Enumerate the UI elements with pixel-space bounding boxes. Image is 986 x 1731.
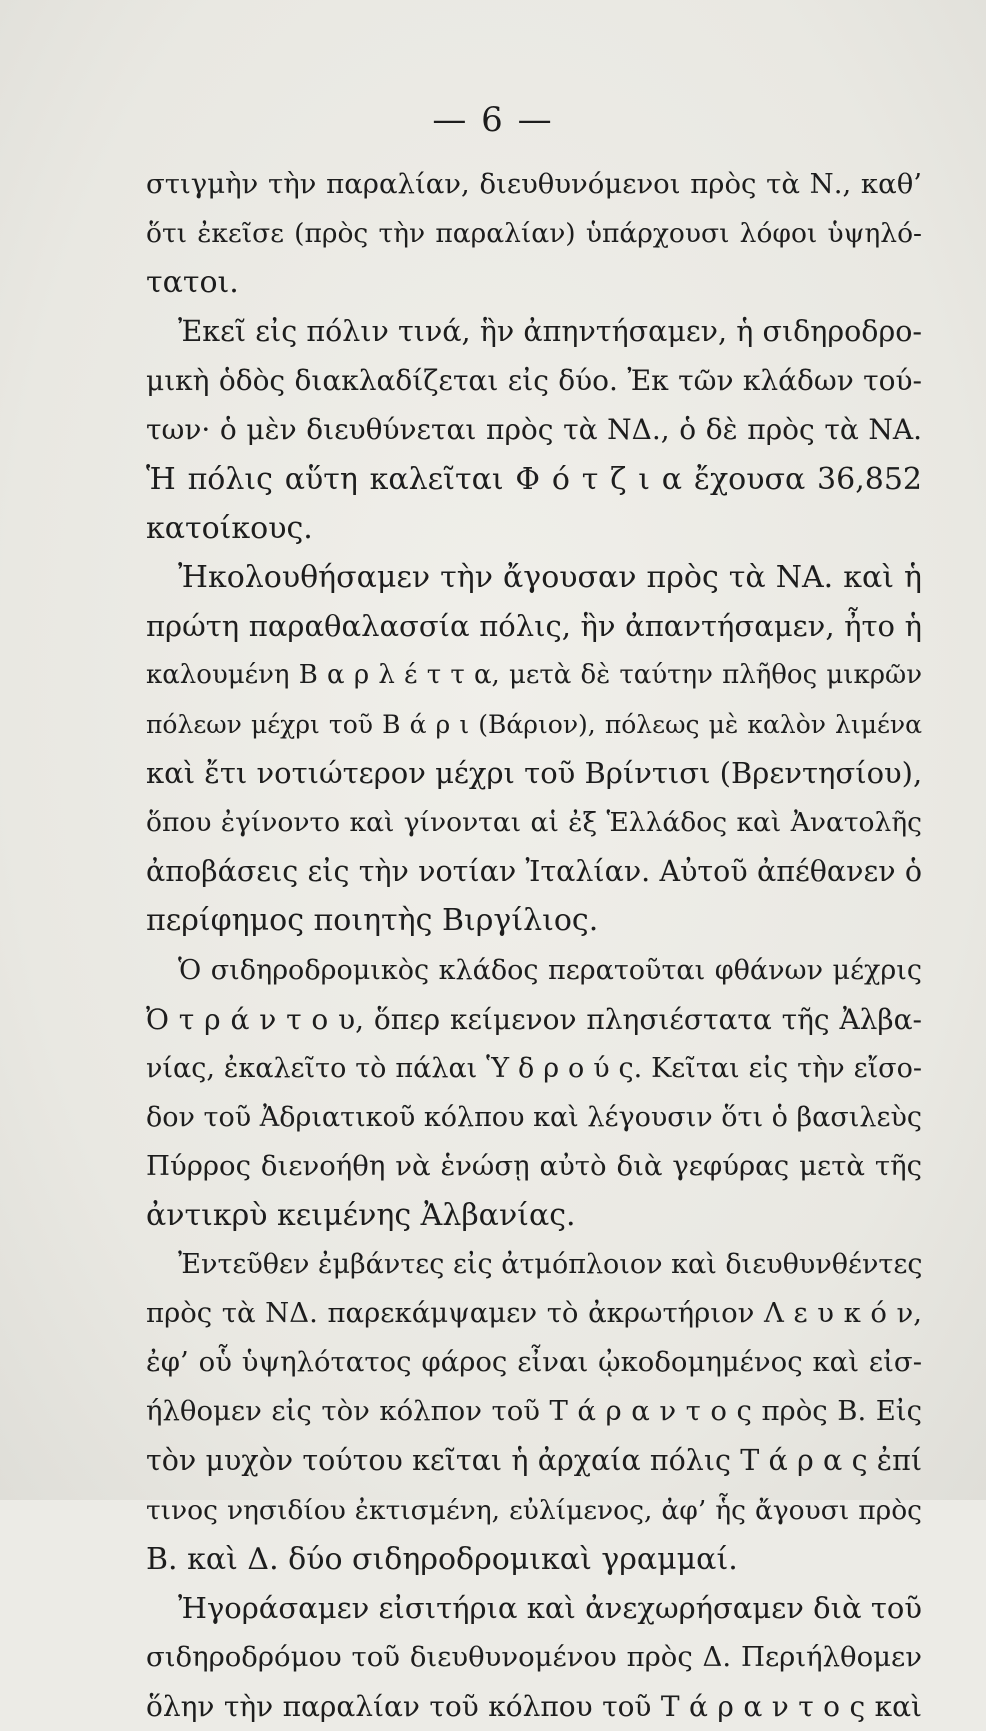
text-line: μικὴ ὁδὸς διακλαδίζεται εἰς δύο. Ἐκ τῶν κλάδων τού- xyxy=(146,364,922,398)
text-line: τινος νησιδίου ἐκτισμένη, εὐλίμενος, ἀφ’ ἧς ἄγουσι πρὸς xyxy=(146,1494,922,1526)
text-line: περίφημος ποιητὴς Βιργίλιος. xyxy=(146,903,599,939)
text-line: νίας, ἐκαλεῖτο τὸ πάλαι Ὑ δ ρ ο ύ ς. Κεῖται εἰς τὴν εἴσο- xyxy=(146,1052,922,1084)
text-line: καὶ ἔτι νοτιώτερον μέχρι τοῦ Βρίντισι (Βρεντησίου), xyxy=(146,756,923,791)
text-line: στιγμὴν τὴν παραλίαν, διευθυνόμενοι πρὸς τὰ Ν., καθ’ xyxy=(146,168,922,200)
text-line: πόλεων μέχρι τοῦ Β ά ρ ι (Βάριον), πόλεως μὲ καλὸν λιμένα xyxy=(146,710,922,740)
text-line: καλουμένη Β α ρ λ έ τ τ α, μετὰ δὲ ταύτην πλῆθος μικρῶν xyxy=(146,659,922,690)
text-line: τατοι. xyxy=(146,265,239,301)
text-line: ὅτι ἐκεῖσε (πρὸς τὴν παραλίαν) ὑπάρχουσι λόφοι ὑψηλό- xyxy=(146,218,922,250)
text-line: ὅπου ἐγίνοντο καὶ γίνονται αἱ ἐξ Ἑλλάδος καὶ Ἀνατολῆς xyxy=(146,807,922,839)
text-line: πρώτη παραθαλασσία πόλις, ἣν ἀπαντήσαμεν, ἦτο ἡ xyxy=(146,608,922,643)
text-line: των· ὁ μὲν διευθύνεται πρὸς τὰ ΝΔ., ὁ δὲ πρὸς τὰ ΝΑ. xyxy=(146,413,922,447)
text-line: Ἐκεῖ εἰς πόλιν τινά, ἣν ἀπηντήσαμεν, ἡ σιδηροδρο- xyxy=(178,315,922,349)
text-line: ἀποβάσεις εἰς τὴν νοτίαν Ἰταλίαν. Αὐτοῦ ἀπέθανεν ὁ xyxy=(146,855,922,889)
text-line: Ἠγοράσαμεν εἰσιτήρια καὶ ἀνεχωρήσαμεν διὰ τοῦ xyxy=(178,1590,922,1625)
text-line: Ἠκολουθήσαμεν τὴν ἄγουσαν πρὸς τὰ ΝΑ. καὶ ἡ xyxy=(178,559,922,595)
text-line: Ἐντεῦθεν ἐμβάντες εἰς ἀτμόπλοιον καὶ διευθυνθέντες xyxy=(178,1249,923,1281)
text-line: ἀντικρὺ κειμένης Ἀλβανίας. xyxy=(146,1197,576,1233)
text-line: δον τοῦ Ἀδριατικοῦ κόλπου καὶ λέγουσιν ὅτι ὁ βασιλεὺς xyxy=(146,1101,922,1133)
text-line: Ὀ τ ρ ά ν τ ο υ, ὅπερ κείμενον πλησιέστατα τῆς Ἀλβα- xyxy=(146,1002,922,1036)
text-line: ήλθομεν εἰς τὸν κόλπον τοῦ Τ ά ρ α ν τ ο ς πρὸς Β. Εἰς xyxy=(146,1395,922,1428)
text-line: σιδηροδρόμου τοῦ διευθυνομένου πρὸς Δ. Περιήλθομεν xyxy=(146,1640,922,1673)
text-line: ἐφ’ οὗ ὑψηλότατος φάρος εἶναι ᾠκοδομημένος καὶ εἰσ- xyxy=(146,1346,922,1379)
text-line: τὸν μυχὸν τούτου κεῖται ἡ ἀρχαία πόλις Τ ά ρ α ς ἐπί xyxy=(146,1444,922,1478)
text-line: κατοίκους. xyxy=(146,510,313,546)
text-line: Ὁ σιδηροδρομικὸς κλάδος περατοῦται φθάνων μέχρις xyxy=(178,954,922,986)
body-text xyxy=(146,160,922,1731)
text-line: Πύρρος διενοήθη νὰ ἑνώσῃ αὐτὸ διὰ γεφύρας μετὰ τῆς xyxy=(146,1149,922,1182)
text-line: ὅλην τὴν παραλίαν τοῦ κόλπου τοῦ Τ ά ρ α ν τ ο ς καὶ xyxy=(146,1689,922,1723)
page-number: — 6 — xyxy=(432,100,554,140)
text-line: Β. καὶ Δ. δύο σιδηροδρομικαὶ γραμμαί. xyxy=(146,1541,738,1577)
text-line: πρὸς τὰ ΝΔ. παρεκάμψαμεν τὸ ἀκρωτήριον Λ ε υ κ ό ν, xyxy=(146,1297,922,1330)
text-line: Ἡ πόλις αὕτη καλεῖται Φ ό τ ζ ι α ἔχουσα 36,852 xyxy=(146,461,922,497)
